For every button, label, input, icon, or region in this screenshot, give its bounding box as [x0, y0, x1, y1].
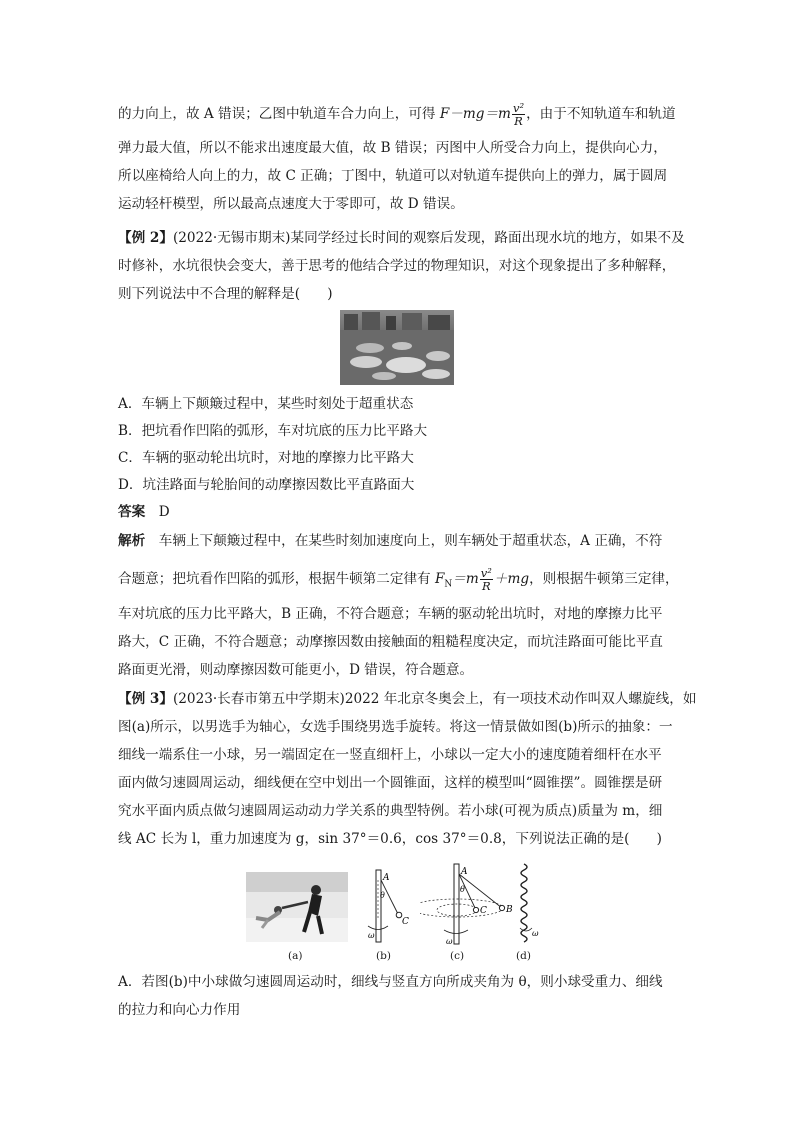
- label-omega: ω: [446, 937, 453, 946]
- figure-label-d: (d): [516, 950, 531, 962]
- ex2-option-d: D．坑洼路面与轮胎间的动摩擦因数比平直路面大: [118, 477, 415, 493]
- equation-subscript: N: [444, 579, 453, 590]
- analysis-label: 解析: [118, 533, 146, 549]
- fraction-numerator: v²: [480, 566, 492, 580]
- para1-line1: [118, 101, 678, 129]
- ex2-analysis-line2: [118, 566, 678, 599]
- ex2-line3: 则下列说法中不合理的解释是( ): [118, 286, 333, 302]
- ex3-line5: 究水平面内质点做匀速圆周运动动力学关系的典型特例。若小球(可视为质点)质量为 m，细: [118, 803, 663, 819]
- skating-photo: [246, 872, 348, 942]
- ex2-option-c: C．车辆的驱动轮出坑时，对地的摩擦力比平路大: [118, 450, 414, 466]
- equation-rhs: ＋mg: [493, 571, 530, 587]
- analysis-text: 合题意；把坑看作凹陷的弧形，根据牛顿第二定律有: [118, 571, 435, 587]
- ex3-line6: 线 AC 长为 l，重力加速度为 g，sin 37°＝0.6，cos 37°＝0.8，下列说法正确的是( ): [118, 831, 662, 847]
- fraction: [480, 567, 493, 592]
- fraction-denominator: R: [514, 114, 523, 128]
- para1-line4: 运动轻杆模型，所以最高点速度大于零即可，故 D 错误。: [118, 196, 464, 212]
- label-c: C: [480, 906, 487, 916]
- label-theta: θ: [380, 891, 385, 900]
- ex2-analysis-line5: 路面更光滑，则动摩擦因数可能更小，D 错误，符合题意。: [118, 662, 474, 678]
- equation-lhs: F－mg＝m: [439, 106, 511, 122]
- ex3-line1: [118, 686, 697, 714]
- ex3-line3: 细线一端系住一小球，另一端固定在一竖直细杆上，小球以一定大小的速度随着细杆在水平: [118, 747, 662, 763]
- fraction-denominator: R: [482, 579, 491, 593]
- ex3-option-a-line1: A．若图(b)中小球做匀速圆周运动时，细线与竖直方向所成夹角为 θ，则小球受重力、细线: [118, 974, 663, 990]
- ex2-line2: 时修补，水坑很快会变大，善于思考的他结合学过的物理知识，对这个现象提出了多种解释，: [118, 258, 676, 274]
- answer-value: D: [158, 504, 170, 520]
- analysis-text: ，则根据牛顿第三定律，: [529, 571, 679, 587]
- label-omega: ω: [368, 931, 375, 940]
- diagram-c: [420, 862, 518, 948]
- ex3-line4: 面内做匀速圆周运动，细线便在空中划出一个圆锥面，这样的模型叫“圆锥摆”。圆锥摆是研: [118, 775, 663, 791]
- label-c: C: [402, 917, 409, 927]
- label-theta: θ: [460, 885, 465, 894]
- example-tag: 【例 2】: [118, 230, 173, 246]
- label-a: A: [461, 867, 468, 877]
- example-tag: 【例 3】: [118, 691, 173, 707]
- figure-label-a: (a): [288, 950, 303, 962]
- fraction: [512, 102, 525, 127]
- pothole-photo: [340, 310, 454, 385]
- ex3-line2: 图(a)所示，以男选手为轴心，女选手围绕男选手旋转。将这一情景做如图(b)所示的抽象：一: [118, 719, 673, 735]
- answer-label: 答案: [118, 504, 146, 520]
- diagram-b: [358, 866, 418, 946]
- diagram-d: [510, 862, 546, 948]
- ex2-option-a: A．车辆上下颠簸过程中，某些时刻处于超重状态: [118, 396, 414, 412]
- label-omega: ω: [532, 929, 539, 938]
- figure-label-c: (c): [450, 950, 465, 962]
- ex2-analysis-line4: 路大，C 正确，不符合题意；动摩擦因数由接触面的粗糙程度决定，而坑洼路面可能比平直: [118, 634, 663, 650]
- para1-line3: 所以座椅给人向上的力，故 C 正确；丁图中，轨道可以对轨道车提供向上的弹力，属于圆周: [118, 168, 668, 184]
- equation-mid: ＝m: [452, 571, 479, 587]
- analysis-text: 车辆上下颠簸过程中，在某些时刻加速度向上，则车辆处于超重状态，A 正确，不符: [158, 533, 663, 549]
- figure-label-b: (b): [376, 950, 391, 962]
- ex2-option-b: B．把坑看作凹陷的弧形，车对坑底的压力比平路大: [118, 423, 428, 439]
- fraction-numerator: v²: [512, 101, 525, 115]
- ex2-line1: [118, 225, 685, 253]
- para1-text: ，由于不知轨道车和轨道: [526, 106, 676, 122]
- ex3-text: (2023·长春市第五中学期末)2022 年北京冬奥会上，有一项技术动作叫双人螺旋线，如: [172, 691, 697, 707]
- ex2-analysis-line3: 车对坑底的压力比平路大，B 正确，不符合题意；车辆的驱动轮出坑时，对地的摩擦力比平: [118, 606, 663, 622]
- ex2-analysis-line1: [118, 528, 678, 556]
- ex2-text: (2022·无锡市期末)某同学经过长时间的观察后发现，路面出现水坑的地方，如果不及: [172, 230, 685, 246]
- label-b: B: [506, 905, 513, 915]
- ex3-option-a-line2: 的拉力和向心力作用: [118, 1002, 241, 1018]
- para1-text: 的力向上，故 A 错误；乙图中轨道车合力向上，可得: [118, 106, 440, 122]
- para1-line2: 弹力最大值，所以不能求出速度最大值，故 B 错误；丙图中人所受合力向上，提供向心力，: [118, 140, 667, 156]
- equation-lhs: F: [434, 571, 445, 587]
- label-a: A: [383, 873, 390, 883]
- ex2-answer: [118, 499, 678, 527]
